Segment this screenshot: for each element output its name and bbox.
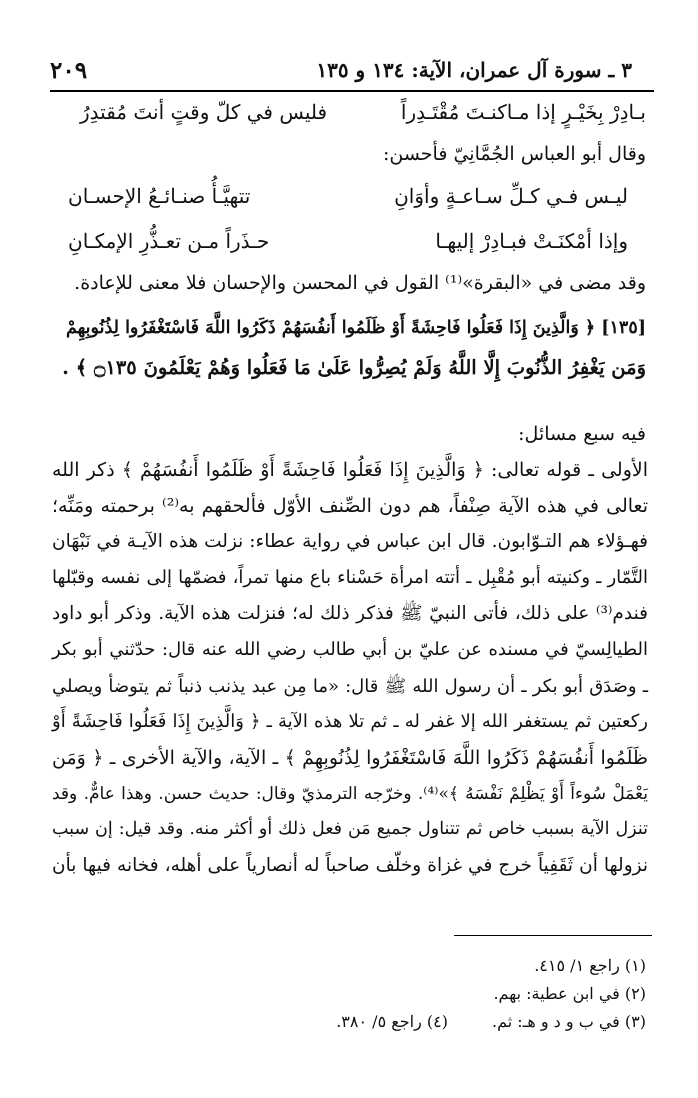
body-line-3: فهـؤلاء هم التـوّابون. قال ابن عباس في رواية عطاء: نزلت هذه الآيـة في نَبْهَان xyxy=(52,531,648,552)
poem2-line1-right: ليـس فـي كـلِّ سـاعـةٍ وأوَانِ xyxy=(394,184,628,208)
poem-intro: وقال أبو العباس الجُمَّانِيّ فأحسن: xyxy=(382,143,646,165)
body-line-11: تنزل الآية بسبب خاص ثم تتناول جميع مَن فعل ذلك أو أكثر منه. وقد قيل: إن سبب xyxy=(52,819,648,839)
body-line-5: فندم⁽³⁾ على ذلك، فأتى النبيّ ﷺ فذكر ذلك له؛ فنزلت هذه الآية. وذكر أبو داود xyxy=(52,603,648,624)
footnote-2: (٢) في ابن عطية: بهم. xyxy=(493,984,646,1003)
body-line-2: تعالى في هذه الآية صِنْفاً، هم دون الصِّنف الأوّل فألحقهم به⁽²⁾ برحمته ومَنِّه؛ xyxy=(52,495,648,517)
verse-line-2: وَمَن يَغْفِرُ الذُّنُوبَ إِلَّا اللَّهُ وَلَمْ يُصِرُّوا عَلَىٰ مَا فَعَلُوا وَهُمْ يَعْلَمُونَ ۝١٣٥ ﴾ . xyxy=(62,356,646,379)
footnote-separator xyxy=(454,935,652,936)
footnote-1: (١) راجع ١/ ٤١٥. xyxy=(534,956,646,975)
body-line-7: ـ وصَدَق أبو بكر ـ أن رسول الله ﷺ قال: «ما مِن عبد يذنب ذنباً ثم يتوضأ ويصلي xyxy=(52,676,648,697)
body-line-12: نزولها أن ثَقَفِياً خرج في غزاة وخلّف صاحباً له أنصارياً على أهله، فخانه فيها بأن xyxy=(52,855,648,876)
body-line-4: التَّمّار ـ وكنيته أبو مُقْبِل ـ أتته امرأة حَسْناء باع منها تمراً، فضمّها إلى نفسه وقبّلها xyxy=(52,567,648,588)
poem2-line1-left: تتهيَّـأُ صنـائـعُ الإحسـان xyxy=(68,184,251,208)
body-line-10: يَعْمَلْ سُوءاً أَوْ يَظْلِمْ نَفْسَهُ ﴾»⁽⁴⁾. وخرّجه الترمذيّ وقال: حديث حسن. وهذا عامٌّ. وقد xyxy=(52,784,648,804)
poem1-left-hemistich: فليس في كلّ وقتٍ أنتَ مُقتدِرُ xyxy=(80,100,328,124)
page-header xyxy=(50,50,654,92)
body-line-1: الأولى ـ قوله تعالى: ﴿ وَالَّذِينَ إِذَا فَعَلُوا فَاحِشَةً أَوْ ظَلَمُوا أَنفُسَهُمْ ﴾ ذكر الله xyxy=(52,459,648,481)
footnote-3: (٣) في ب و د و هـ: ثم. xyxy=(491,1012,646,1031)
body-line-9: ظَلَمُوا أَنفُسَهُمْ ذَكَرُوا اللَّهَ فَاسْتَغْفَرُوا لِذُنُوبِهِمْ ﴾ ـ الآية، والآية الأخرى ـ ﴿ وَمَن xyxy=(52,747,648,769)
body-line-8: ركعتين ثم يستغفر الله إلا غفر له ـ ثم تلا هذه الآية ـ ﴿ وَالَّذِينَ إِذَا فَعَلُوا فَاحِشَةً أَوْ xyxy=(52,711,648,732)
verse-line-1 xyxy=(66,318,646,338)
page-number: ٢٠٩ xyxy=(50,56,88,84)
surah-title: ٣ ـ سورة آل عمران، الآية: ١٣٤ و ١٣٥ xyxy=(316,58,632,82)
verse-number: [١٣٥] xyxy=(601,318,646,338)
verse-text-1: ﴿ وَالَّذِينَ إِذَا فَعَلُوا فَاحِشَةً أَوْ ظَلَمُوا أَنفُسَهُمْ ذَكَرُوا اللَّهَ فَاسْتَغْفَرُوا لِذُنُوبِهِمْ xyxy=(65,318,596,338)
footnote-4: (٤) راجع ٥/ ٣٨٠. xyxy=(336,1012,448,1031)
poem2-line2-right: وإذا أمْكنَـتْ فبـادِرْ إليهـا xyxy=(435,229,628,253)
body-line-6: الطيالِسيّ في مسنده عن عليّ بن أبي طالب رضي الله عنه قال: حدّثني أبو بكر xyxy=(52,639,648,660)
masail-heading: فيه سبع مسائل: xyxy=(518,423,646,445)
after-poem-note: وقد مضى في «البقرة»⁽¹⁾ القول في المحسن والإحسان فلا معنى للإعادة. xyxy=(74,272,646,294)
poem1-right-hemistich: بـادِرْ بِخَيْـرٍ إذا مـاكنـتَ مُقْتَـدِراً xyxy=(400,100,646,124)
poem2-line2-left: حـذَراً مـن تعـذُّرِ الإمكـانِ xyxy=(68,229,270,253)
